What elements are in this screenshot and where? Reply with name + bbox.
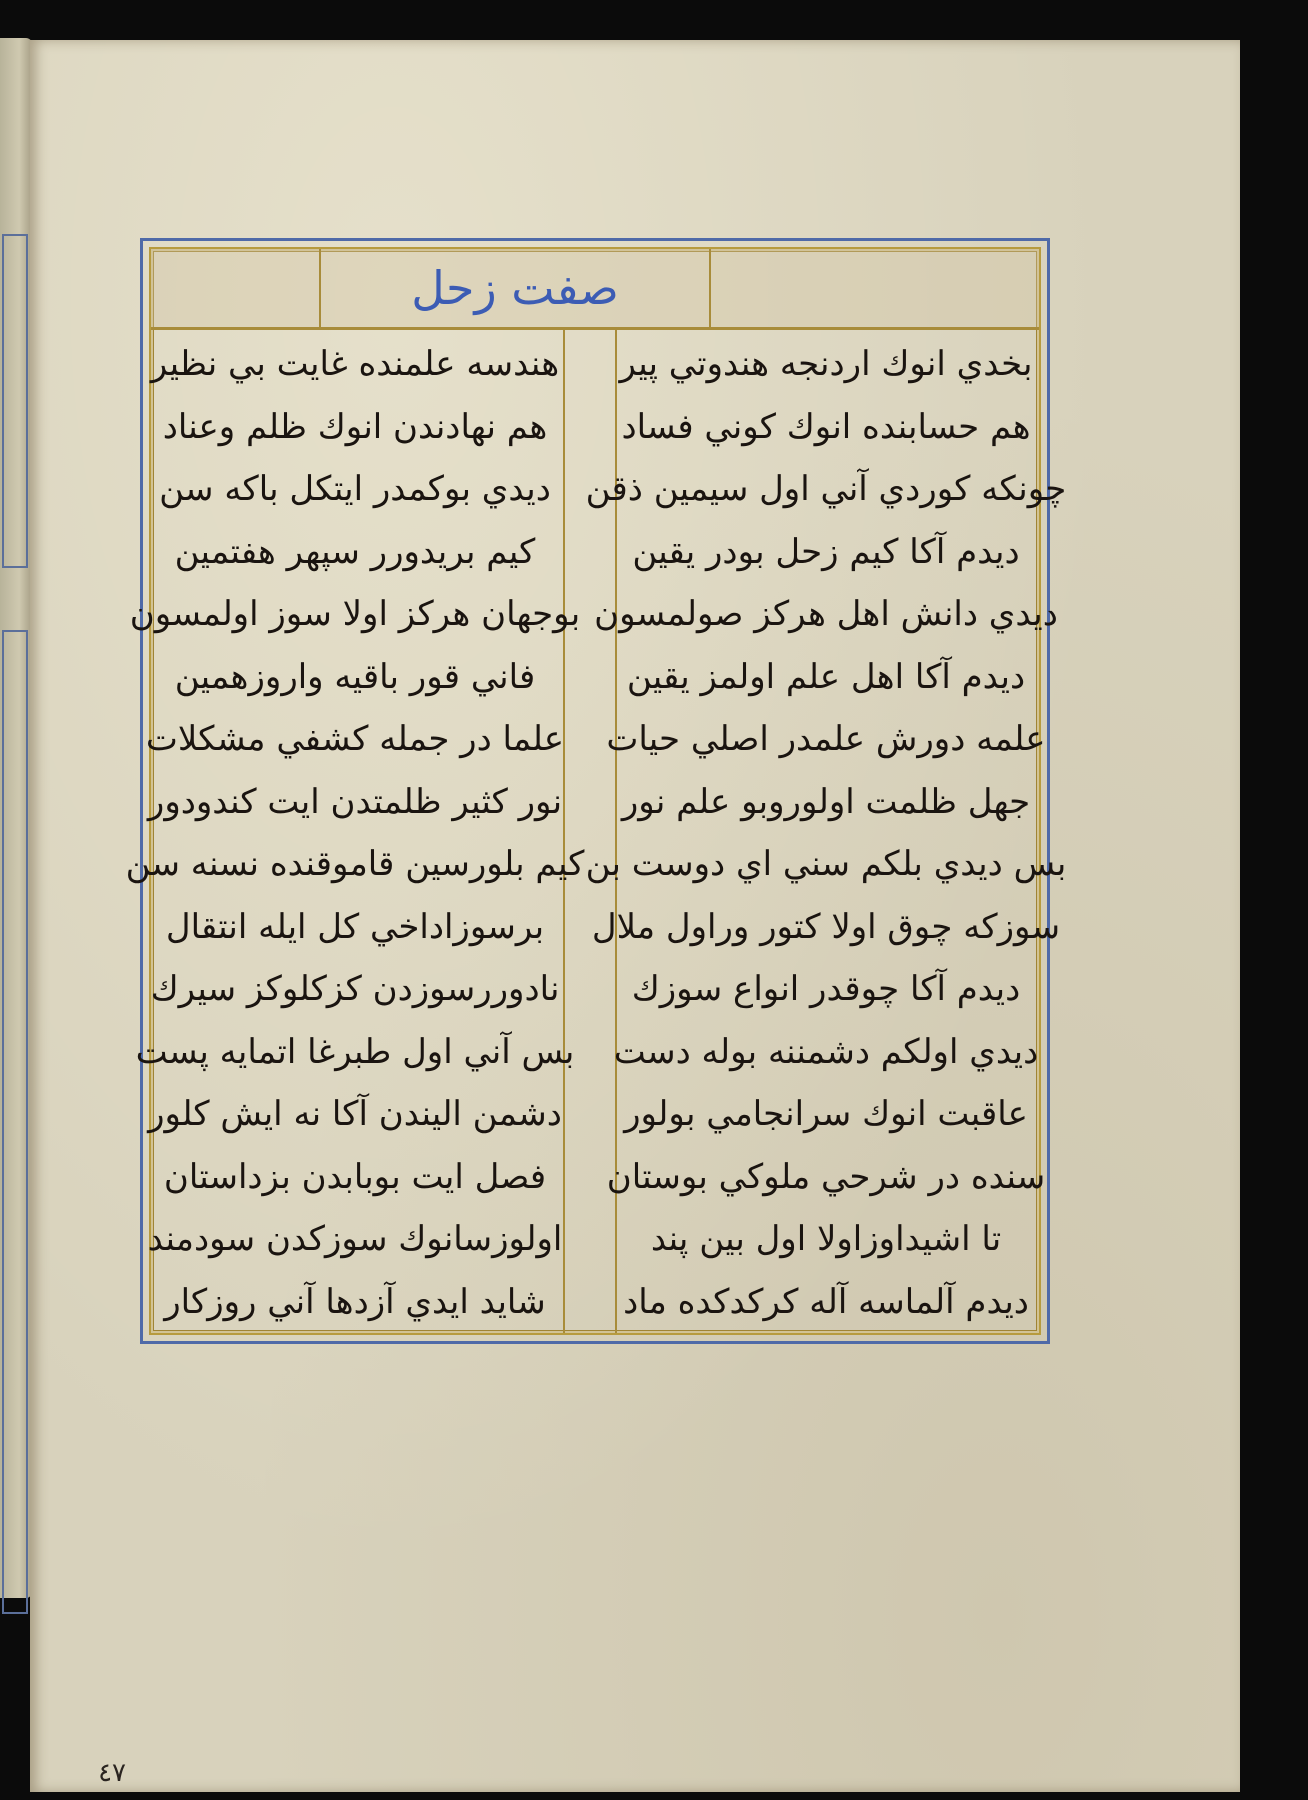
verse-line: ديدم آكا اهل علم اولمز يقين — [626, 656, 1026, 697]
heading-title: صفت زحل — [411, 261, 619, 315]
verse-line: ديدم آكا چوقدر انواع سوزك — [631, 969, 1021, 1010]
verse-line: علمه دورش علمدر اصلي حيات — [606, 719, 1046, 760]
verse-line: عاقبت انوك سرانجامي بولور — [624, 1094, 1028, 1135]
verse-line: دشمن اليندن آكا نه ايش كلور — [148, 1094, 562, 1135]
verse-line: كيم بريدورر سپهر هفتمين — [174, 531, 536, 572]
verse-line: كيم بلورسين قاموقنده نسنه سن — [125, 844, 585, 885]
verse-line: برسوزاداخي كل ايله انتقال — [165, 906, 545, 947]
verse-line: نور كثير ظلمتدن ايت كندودور — [147, 781, 563, 822]
right-column — [585, 333, 1067, 1329]
manuscript-page — [30, 40, 1240, 1792]
verse-line: هندسه علمنده غايت بي نظير — [150, 344, 560, 385]
verse-line: تا اشيداوزاولا اول بين پند — [650, 1219, 1002, 1260]
verse-line: فاني قور باقيه واروزهمين — [174, 656, 536, 697]
verse-line: سنده در شرحي ملوكي بوستان — [606, 1156, 1046, 1197]
facing-page-edge — [0, 38, 32, 1598]
text-frame-inner — [125, 247, 1067, 1335]
verse-line: بوجهان هركز اولا سوز اولمسون — [129, 594, 581, 635]
verse-line: فصل ايت بوبابدن بزداستان — [163, 1156, 547, 1197]
verse-line: جهل ظلمت اولوروبو علم نور — [621, 781, 1031, 822]
verse-line: سوزكه چوق اولا كتور وراول ملال — [591, 906, 1061, 947]
folio-mark: ٤٧ — [98, 1758, 126, 1788]
verse-line: ديدي بوكمدر ايتكل باكه سن — [159, 469, 551, 510]
verse-line: هم نهادندن انوك ظلم وعناد — [162, 406, 548, 447]
verse-line: اولوزسانوك سوزكدن سودمند — [147, 1219, 563, 1260]
verse-line: ديدي دانش اهل هركز صولمسون — [594, 594, 1058, 635]
left-column — [125, 333, 585, 1329]
verse-line: چونكه كوردي آني اول سيمين ذقن — [585, 469, 1067, 510]
verse-line: علما در جمله كشفي مشكلات — [145, 719, 565, 760]
verse-line: هم حسابنده انوك كوني فساد — [621, 406, 1031, 447]
heading-panel — [151, 249, 1039, 330]
heading-cartouche — [319, 249, 711, 327]
verse-line: ديدم آلماسه آله كركدكده ماد — [623, 1281, 1029, 1322]
verse-line: بخدي انوك اردنجه هندوتي پير — [619, 344, 1033, 385]
facing-page-rule-top — [2, 234, 28, 568]
verse-line: بس ديدي بلكم سني اي دوست بن — [585, 844, 1067, 885]
facing-page-rule-bottom — [2, 630, 28, 1614]
verse-line: بس آني اول طبرغا اتمايه پست — [135, 1031, 575, 1072]
verse-line: شايد ايدي آزدها آني روزكار — [164, 1281, 546, 1322]
verse-line: ديدم آكا كيم زحل بودر يقين — [632, 531, 1020, 572]
verse-line: نادوررسوزدن كزكلوكز سيرك — [150, 969, 560, 1010]
verse-line: ديدي اولكم دشمننه بوله دست — [613, 1031, 1039, 1072]
text-frame — [125, 238, 1067, 1344]
